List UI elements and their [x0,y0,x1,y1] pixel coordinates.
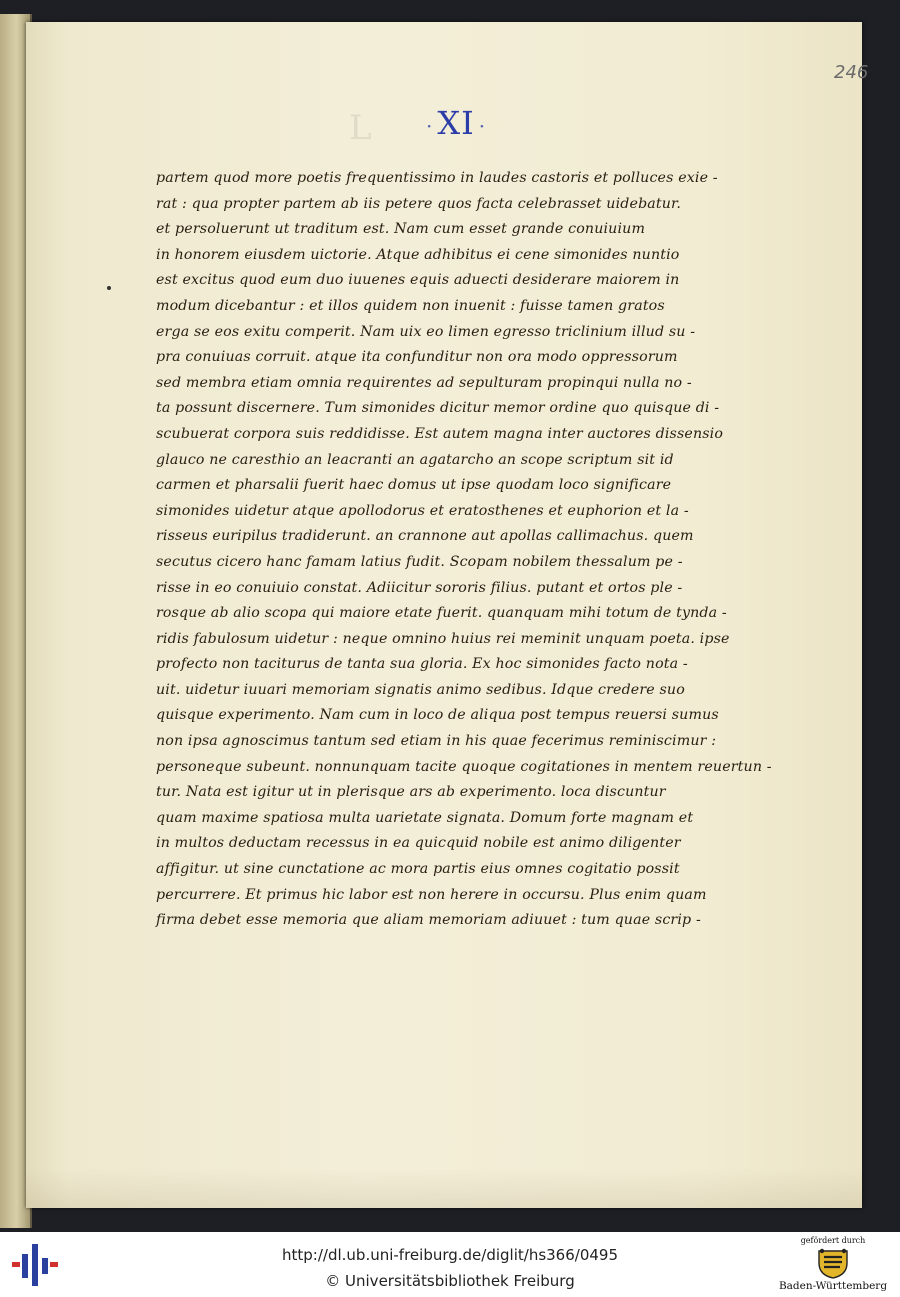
text-line: sed membra etiam omnia requirentes ad sepulturam propinqui nulla no - [156,374,692,391]
show-through-heading: L [349,108,372,148]
text-line: modum dicebantur : et illos quidem non inuenit : fuisse tamen gratos [156,297,665,314]
sponsor-name: Baden-Württemberg [778,1280,888,1292]
text-line: rat : qua propter partem ab iis petere quos facta celebrasset uidebatur. [156,195,682,212]
text-line: ta possunt discernere. Tum simonides dicitur memor ordine quo quisque di - [156,400,720,417]
text-line: simonides uidetur atque apollodorus et eratosthenes et euphorion et la - [156,502,689,519]
text-line: carmen et pharsalii fuerit haec domus ut ipse quodam loco significare [156,477,672,494]
text-line: et persoluerunt ut traditum est. Nam cum esset grande conuiuium [156,221,646,238]
text-line: affigitur. ut sine cunctatione ac mora partis eius omnes cogitatio possit [156,861,680,878]
text-line: uit. uidetur iuuari memoriam signatis animo sedibus. Idque credere suo [156,681,685,698]
chapter-heading-text: XI [437,104,475,142]
footer-bar [0,1232,900,1297]
heading-dot-right: · [478,113,487,138]
text-line: erga se eos exitu comperit. Nam uix eo limen egresso triclinium illud su - [156,323,696,340]
text-line: partem quod more poetis frequentissimo in laudes castoris et polluces exie - [156,170,718,186]
text-line: in honorem eiusdem uictorie. Atque adhibitus ei cene simonides nuntio [156,246,680,263]
text-line: quisque experimento. Nam cum in loco de aliqua post tempus reuersi sumus [156,707,719,724]
text-line: pra conuiuas corruit. atque ita confunditur non ora modo oppressorum [156,349,678,366]
chapter-heading [422,104,490,142]
text-line: non ipsa agnoscimus tantum sed etiam in his quae fecerimus reminiscimur : [156,733,717,750]
text-line: rosque ab alio scopa qui maiore etate fuerit. quanquam mihi totum de tynda - [156,605,727,622]
manuscript-text [156,166,772,934]
sponsor-caption: gefördert durch [800,1236,866,1245]
folio-number: 246 [834,62,869,83]
text-line: profecto non taciturus de tanta sua gloria. Ex hoc simonides facto nota - [156,656,688,673]
text-line: firma debet esse memoria que aliam memoriam adiuuet : tum quae scrip - [156,912,701,929]
copyright-notice: © Universitätsbibliothek Freiburg [325,1272,575,1290]
text-line: quam maxime spatiosa multa uarietate signata. Domum forte magnam et [156,809,694,826]
margin-mark [107,286,111,290]
permalink-url[interactable]: http://dl.ub.uni-freiburg.de/diglit/hs366/0495 [282,1246,618,1264]
manuscript-leaf [26,22,869,1208]
text-line: scubuerat corpora suis reddidisse. Est autem magna inter auctores dissensio [156,425,724,442]
text-line: in multos deductam recessus in ea quicquid nobile est animo diligenter [156,835,681,852]
text-line: risse in eo conuiuio constat. Adiicitur sororis filius. putant et ortos ple - [156,579,683,596]
heading-dot-left: · [426,113,434,138]
sponsor-block [778,1236,888,1292]
text-line: percurrere. Et primus hic labor est non herere in occursu. Plus enim quam [156,886,707,903]
text-line: risseus euripilus tradiderunt. an crannone aut apollas callimachus. quem [156,528,694,545]
baden-wuerttemberg-crest-icon [816,1247,850,1279]
text-line: ridis fabulosum uidetur : neque omnino huius rei meminit unquam poeta. ipse [156,630,730,647]
text-line: secutus cicero hanc famam latius fudit. Scopam nobilem thessalum pe - [156,553,683,570]
text-line: glauco ne caresthio an leacranti an agatarcho an scope scriptum sit id [156,451,674,468]
text-line: est excitus quod eum duo iuuenes equis aduecti desiderare maiorem in [156,272,680,289]
text-line: personeque subeunt. nonnunquam tacite quoque cogitationes in mentem reuertun - [156,758,772,775]
text-line: tur. Nata est igitur ut in plerisque ars ab experimento. loca discuntur [156,784,666,801]
